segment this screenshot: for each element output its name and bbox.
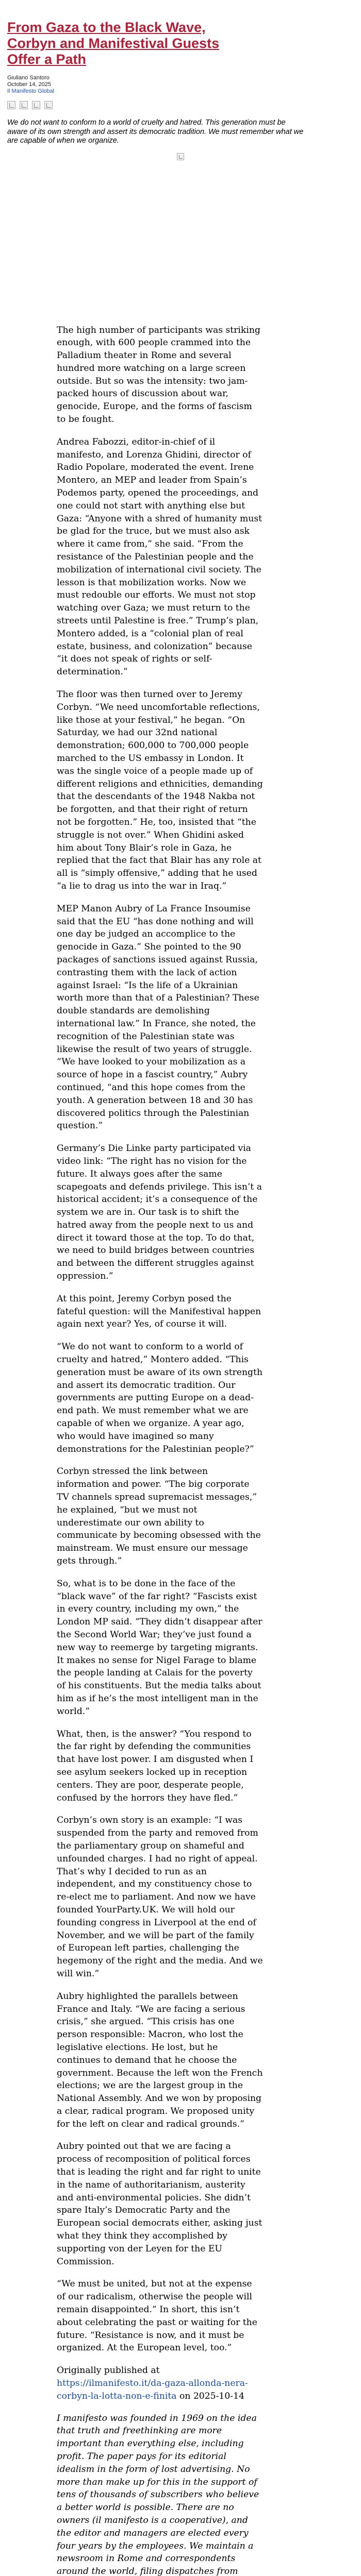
paragraph-12: Aubry highlighted the parallels between France and Italy. “We are facing a serious crisis,” she argued. “This crisis has one person responsible: Macron, who lost the legislative elections. He lost, but he continues to demand that he choose the government. Because the left won the French elections; we are the largest group in the National Assembly. And we won by proposing a clear, radical program. We proposed unity for the left on clear and radical grounds.” — [57, 1991, 263, 2129]
article-title-link[interactable]: From Gaza to the Black Wave, Corbyn and Manifestival Guests Offer a Path — [7, 20, 220, 67]
original-source — [57, 2364, 263, 2402]
paragraph-2: Andrea Fabozzi, editor-in-chief of il manifesto, and Lorenza Ghidini, director of Radio Popolare, moderated the event. Irene Montero, an MEP and leader from Spain’s Podemos party, opened the proceedings, and one could not start with anything else but Gaza: “Anyone with a shred of humanity must be glad for the truce, but we must also ask where it came from,” she said. “From the resistance of the Palestinian people and the mobilization of international civil society. The lesson is that mobilization works. Now we must redouble our efforts. We must not stop watching over Gaza; we must return to the streets until Palestine is free.” Trump’s plan, Montero added, is a “colonial plan of real estate, business, and colonization” because “it does not speak of rights or self-determination.” — [57, 436, 262, 677]
paragraph-6: At this point, Jeremy Corbyn posed the fateful question: will the Manifestival happen again next year? Yes, of course it will. — [57, 1293, 261, 1330]
paragraph-13: Aubry pointed out that we are facing a process of recomposition of political forces that is leading the right and far right to unite in the name of authoritarianism, austerity and anti-environmental policies. She didn’t spare Italy’s Democratic Party and the European social democrats either, asking just what they think they accomplished by supporting von der Leyen for the EU Commission. — [57, 2141, 262, 2267]
origin-prefix: Originally published at — [57, 2365, 160, 2376]
paragraph-14: “We must be united, but not at the expense of our radicalism, otherwise the people will remain disappointed.” In short, this isn’t about celebrating the past or waiting for the future. “Resistance is now, and it must be organized. At the European level, too.” — [57, 2279, 257, 2353]
article-header — [0, 0, 361, 160]
origin-link[interactable]: https://ilmanifesto.it/da-gaza-allonda-nera-corbyn-la-lotta-non-e-finita — [57, 2378, 248, 2401]
paragraph-4: MEP Manon Aubry of La France Insoumise said that the EU “has done nothing and will one day be judged an accomplice to the genocide in Gaza.” She pointed to the 90 packages of sanctions issued against Russia, contrasting them with the lack of action against Israel: “Is the life of a Ukrainian worth more than that of a Palestinian? These double standards are demolishing international law.” In France, she noted, the recognition of the Palestinian state was likewise the result of two years of struggle. “We have looked to your mobilization as a source of hope in a fascist country,” Aubry continued, “and this hope comes from the youth. A generation between 18 and 30 has discovered politics through the Palestinian question.” — [57, 903, 259, 1131]
publication-link[interactable]: Il Manifesto Global — [7, 88, 55, 94]
share-icon-2[interactable] — [20, 101, 28, 109]
share-icons — [7, 101, 354, 109]
paragraph-7: “We do not want to conform to a world of cruelty and hatred,” Montero added. “This generation must be aware of its own strength and assert its democratic tradition. Our governments are putting Europe on a dead-end path. We must remember what we are capable of when we organize. A year ago, who would have imagined so many demonstrations for the Palestinian people?” — [57, 1342, 263, 1454]
publish-date: October 14, 2025 — [7, 81, 52, 88]
origin-suffix: on 2025-10-14 — [176, 2391, 244, 2401]
paragraph-8: Corbyn stressed the link between information and power. “The big corporate TV channels spread supremacist messages,” he explained, “but we must not underestimate our own ability to communicate by becoming obsessed with the mainstream. We must ensure our message gets through.” — [57, 1466, 261, 1567]
share-icon-3[interactable] — [32, 101, 40, 109]
paragraph-11: Corbyn’s own story is an example: “I was suspended from the party and removed from the parliamentary group on shameful and unfounded charges. I had no right of appeal. That’s why I decided to run as an independent, and my constituency chose to re-elect me to parliament. And now we have founded YourParty.UK. We will hold our founding congress in Liverpool at the end of November, and we will be part of the family of European left parties, challenging the hegemony of the right and the media. And we will win.” — [57, 1815, 263, 1979]
paragraph-9: So, what is to be done in the face of the “black wave” of the far right? “Fascists exist in every country, including my own,” the London MP said. “They didn’t disappear after the Second World War; they’ve just found a new way to reemerge by targeting migrants. It makes no sense for Nigel Farage to blame the people landing at Calais for the poverty of his constituents. But the media talks about him as if he’s the most intelligent man in the world.” — [57, 1578, 262, 1717]
author-name: Giuliano Santoro — [7, 75, 50, 81]
broken-image-icon — [177, 153, 184, 160]
article-lede: We do not want to conform to a world of cruelty and hatred. This generation must be aware of its own strength and assert its democratic tradition. We must remember what we are capable of when we organize. — [7, 118, 304, 145]
about-publication: I manifesto was founded in 1969 on the idea that truth and freethinking are more important than everything else, including profit. The paper pays for its editorial idealism in the form of lost advertising. No more than make up for this in the support of tens of thousands of subscribers who believe a better world is possible. There are no owners (il manifesto is a cooperative), and the editor and managers are elected every four years by the employees. We maintain a newsroom in Rome and correspondents around the world, filing dispatches from — [57, 2413, 259, 2576]
article-title[interactable] — [7, 20, 250, 67]
paragraph-3: The floor was then turned over to Jeremy Corbyn. “We need uncomfortable reflections, like those at your festival,” he began. “On Saturday, we had our 32nd national demonstration; 600,000 to 700,000 people marched to the US embassy in London. It was the single voice of a people made up of different religions and ethnicities, demanding that the descendants of the 1948 Nakba not be forgotten, and that their right of return not be forgotten.” He, too, insisted that “the struggle is not over.” When Ghidini asked him about Tony Blair’s role in Gaza, he replied that the fact that Blair has any role at all is “simply offensive,” adding that he used “a lie to drag us into the war in Iraq.” — [57, 689, 263, 891]
share-icon-1[interactable] — [7, 101, 15, 109]
share-icon-4[interactable] — [44, 101, 53, 109]
paragraph-5: Germany’s Die Linke party participated via video link: “The right has no vision for the future. It always goes after the same scapegoats and defends privilege. This isn’t a historical accident; it’s a consequence of the system we are in. Our task is to shift the hatred away from the people next to us and direct it toward those at the top. To do that, we need to build bridges between countries and between the different struggles against oppression.” — [57, 1143, 262, 1282]
article-body — [0, 324, 361, 2576]
article-meta — [7, 75, 354, 95]
paragraph-1: The high number of participants was striking enough, with 600 people crammed into the Palladium theater in Rome and several hundred more watching on a large screen outside. But so was the intensity: two jam-packed hours of discussion about war, genocide, Europe, and the forms of fascism to be fought. — [57, 325, 260, 425]
paragraph-10: What, then, is the answer? “You respond to the far right by defending the communities that have lost power. I am disgusted when I see asylum seekers locked up in reception centers. They are poor, desperate people, confused by the horrors they have fled.” — [57, 1728, 254, 1803]
